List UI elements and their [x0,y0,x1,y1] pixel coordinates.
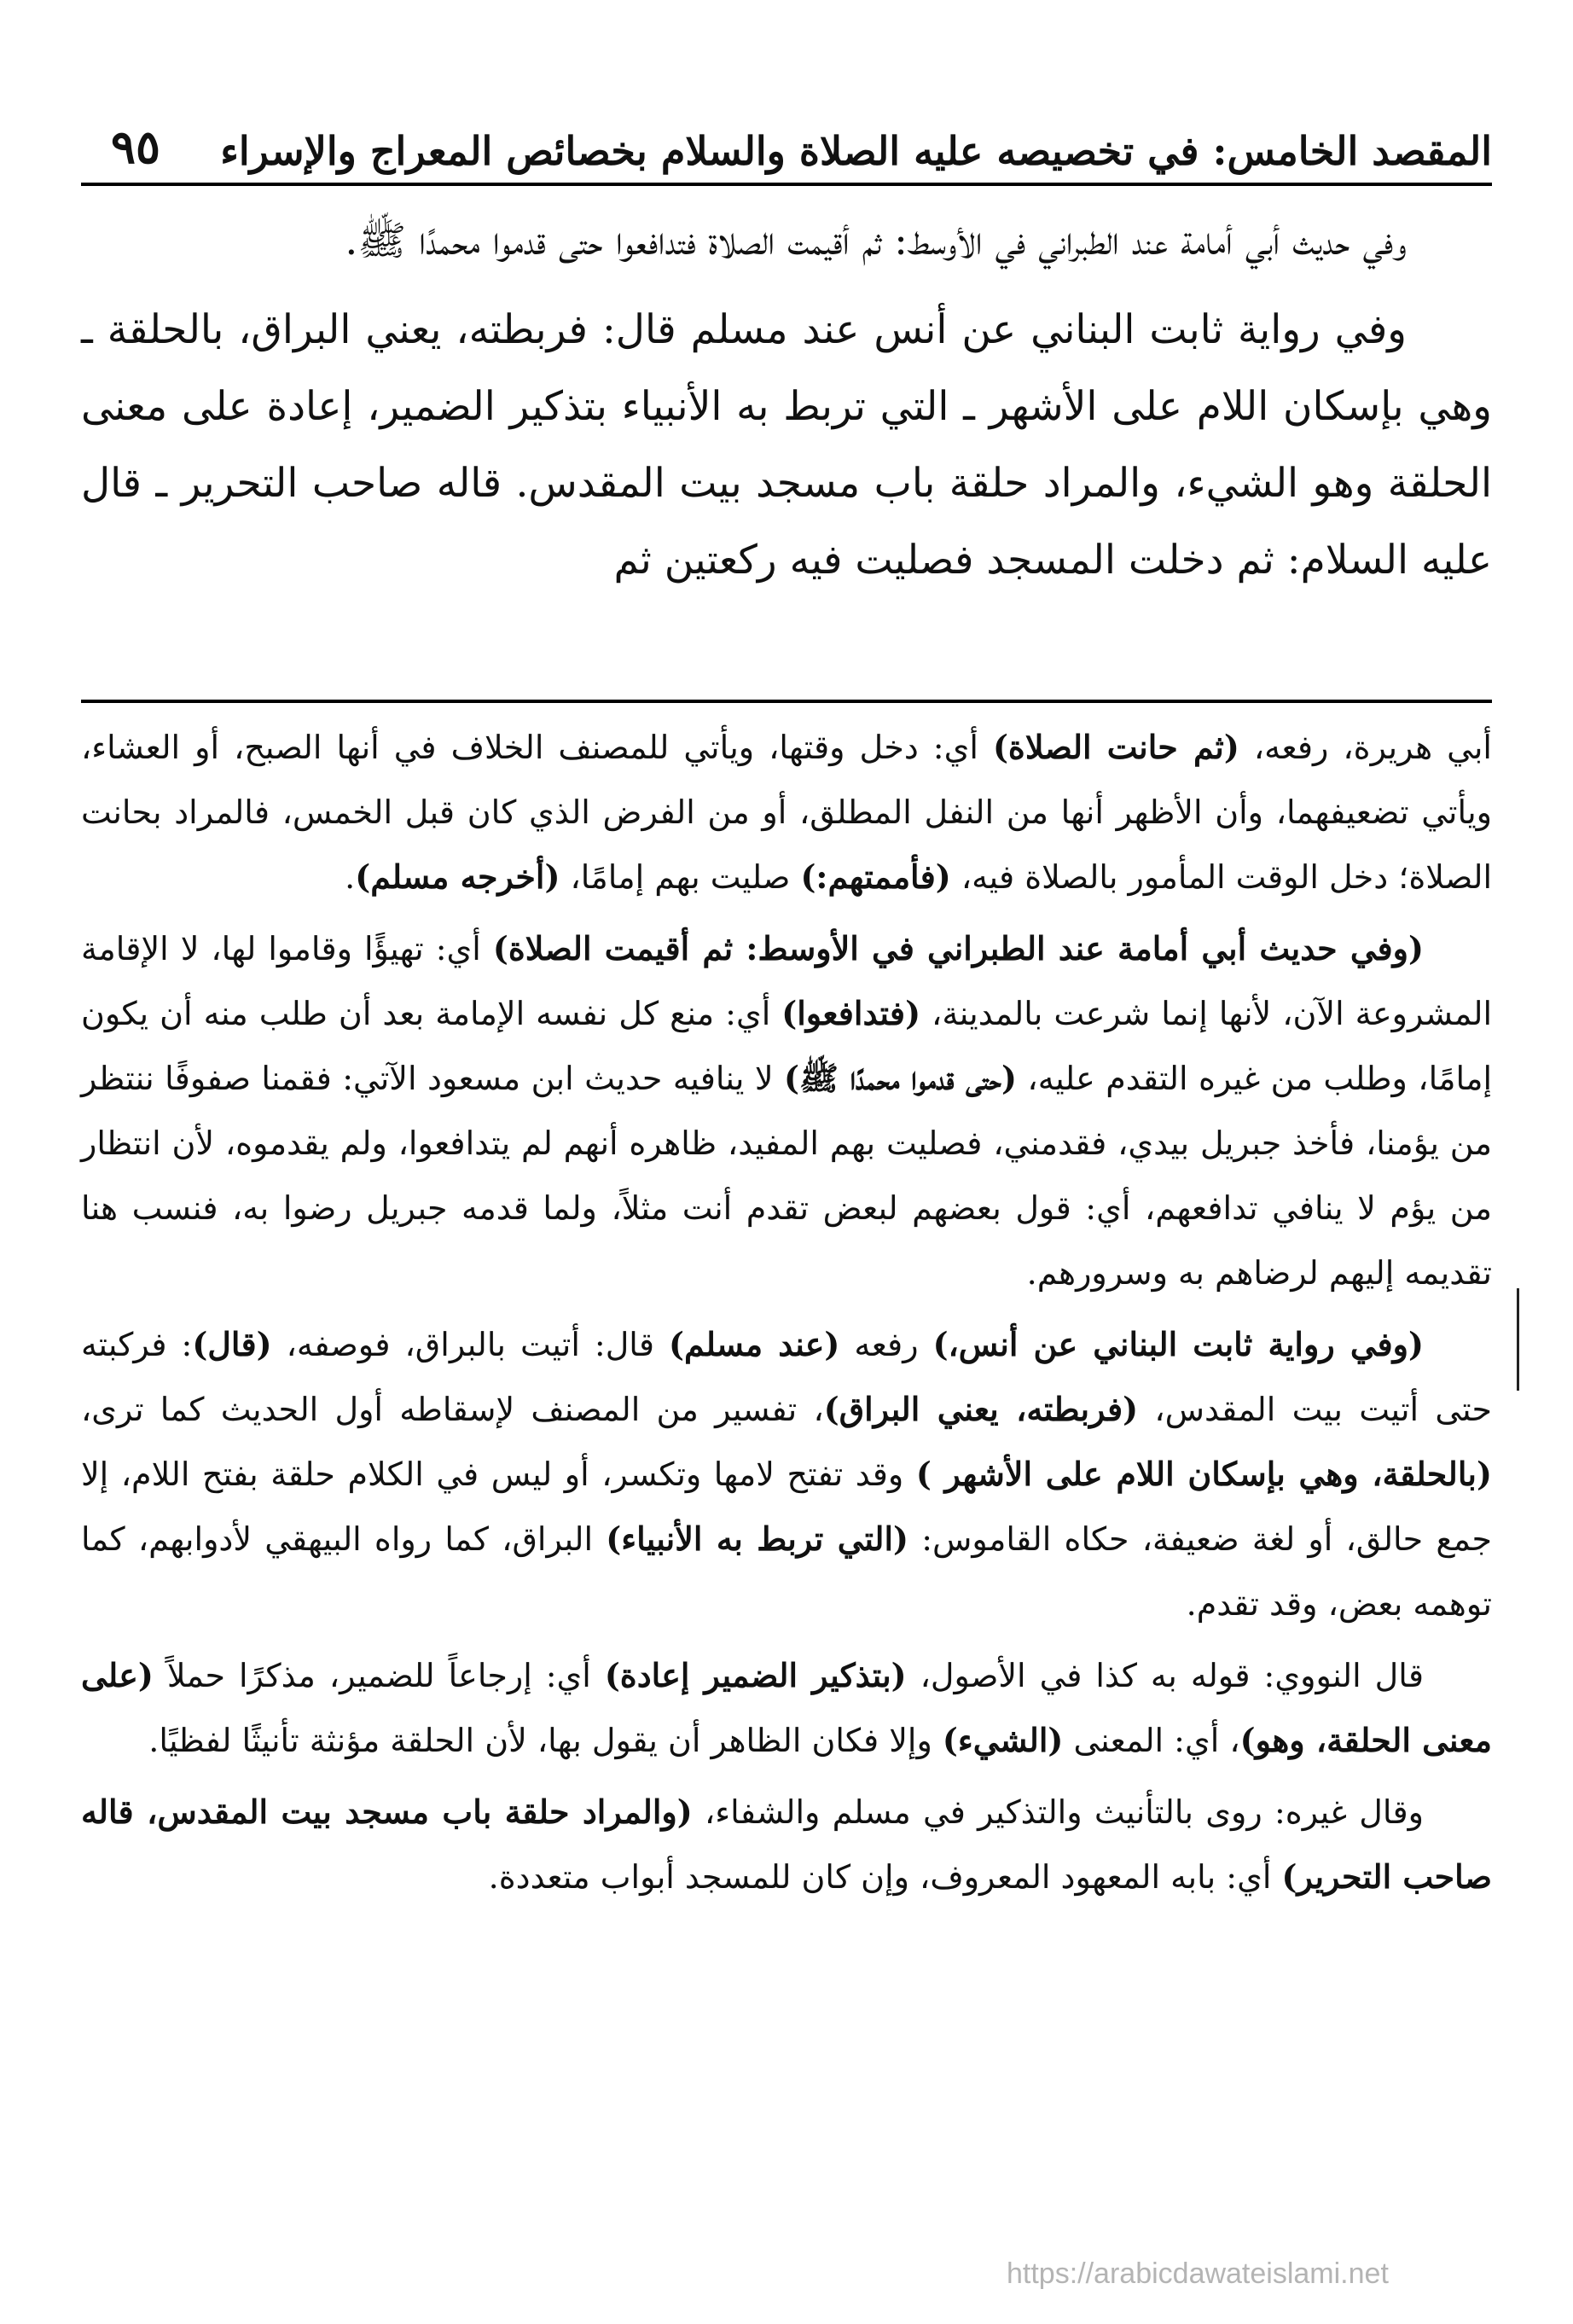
text-run: قال: أتيت بالبراق، فوصفه، [271,1326,670,1363]
text-run: أي: منع كل نفسه الإمامة بعد أن طلب منه أن يكون إمامًا، وطلب من غيره التقدم عليه، [81,995,1492,1097]
main-paragraph-1: وفي حديث أبي أمامة عند الطبراني في الأوسط: ثم أقيمت الصلاة فتدافعوا حتى قدموا محمدًا ﷺ. [345,218,1407,264]
main-text [81,203,1492,611]
quoted-phrase: (بتذكير الضمير إعادة) [604,1656,907,1694]
commentary-paragraph-4 [81,1643,1492,1773]
text-run: . [345,858,356,896]
text-run: لا ينافيه حديث ابن مسعود الآتي: فقمنا صفوفًا ننتظر من يؤمنا، فأخذ جبريل بيدي، فقدمني، فصليت بهم المفيد، ظاهره أنهم لم يتدافعوا، ولم يقدموه، لأن انتظار من يؤم لا ينافي تدافعهم، أي: قول بعضهم لبعض تقدم أنت مثلاً، ولما قدمه جبريل رضوا به، فنسب هنا تقديمه إليهم لرضاهم به وسرورهم. [81,1060,1492,1292]
quoted-phrase: (وفي حديث أبي أمامة عند الطبراني في الأوسط: ثم أقيمت الصلاة) [492,929,1424,967]
chapter-title: المقصد الخامس: في تخصيصه عليه الصلاة والسلام بخصائص المعراج والإسراء [220,128,1492,174]
text-run: : فركبته حتى أتيت بيت المقدس، [81,1326,1492,1428]
text-run: ، أي: المعنى [1063,1722,1240,1759]
text-run: أي: دخل وقتها، ويأتي للمصنف الخلاف في أنها الصبح، أو العشاء، ويأتي تضعيفهما، وأن الأظهر أنها من النفل المطلق، أو من الفرض الذي كان قبل الخمس، فالمراد بحانت الصلاة؛ دخل الوقت المأمور بالصلاة فيه، [81,729,1492,896]
quoted-phrase: (فتدافعوا) [781,994,921,1032]
commentary-paragraph-1 [81,715,1492,909]
commentary-paragraph-2 [81,916,1492,1305]
text-run: أبي هريرة، رفعه، [1239,729,1492,766]
running-header [111,119,1492,174]
quoted-phrase: (عند مسلم) [669,1325,840,1363]
text-run: قال النووي: قوله به كذا في الأصول، [906,1657,1424,1694]
quoted-phrase: (التي تربط به الأنبياء) [606,1519,908,1558]
header-rule [81,183,1492,186]
quoted-phrase: (الشيء) [942,1721,1064,1759]
quoted-phrase: (والمراد حلقة باب مسجد بيت المقدس، قاله صاحب التحرير) [81,1792,1492,1896]
text-run: ، تفسير من المصنف لإسقاطه أول الحديث كما ترى، [81,1391,824,1428]
main-paragraph-2: وفي رواية ثابت البناني عن أنس عند مسلم قال: فربطته، يعني البراق، بالحلقة ـ وهي بإسكان اللام على الأشهر ـ التي تربط به الأنبياء بتذكير الضمير، إعادة على معنى الحلقة وهو الشيء، والمراد حلقة باب مسجد بيت المقدس. قاله صاحب التحرير ـ قال عليه السلام: ثم دخلت المسجد فصليت فيه ركعتين ثم [81,306,1492,584]
quoted-phrase: (على معنى الحلقة، وهو) [81,1656,1492,1759]
commentary-separator [81,700,1492,703]
quoted-phrase: (فأممتهم:) [800,857,951,896]
commentary-paragraph-5 [81,1780,1492,1909]
text-run: أي: بابه المعهود المعروف، وإن كان للمسجد أبواب متعددة. [488,1858,1282,1896]
quoted-phrase: (فربطته، يعني البراق) [823,1390,1139,1428]
text-run: وإلا فكان الظاهر أن يقول بها، لأن الحلقة مؤنثة تأنيثًا لفظيًا. [148,1722,943,1759]
text-run: وقال غيره: روى بالتأنيث والتذكير في مسلم والشفاء، [692,1793,1425,1831]
page-number: ٩٥ [111,119,161,174]
quoted-phrase: (قال) [192,1325,272,1363]
quoted-phrase: (أخرجه مسلم) [355,857,560,896]
quoted-phrase: (ثم حانت الصلاة) [992,728,1239,766]
text-run: وقد تفتح لامها وتكسر، أو ليس في الكلام حلقة بفتح اللام، إلا جمع حالق، أو لغة ضعيفة، حكاه القاموس: [81,1455,1493,1558]
quoted-phrase: (بالحلقة، وهي بإسكان اللام على الأشهر ) [915,1455,1492,1493]
commentary [81,715,1492,1916]
text-run: أي: تهيؤًا وقاموا لها، لا الإقامة المشروعة الآن، لأنها إنما شرعت بالمدينة، [81,930,1492,1032]
quoted-phrase: (حتى قدموا محمدًا ﷺ) [784,1059,1017,1097]
margin-mark [1517,1288,1519,1391]
quoted-phrase: (وفي رواية ثابت البناني عن أنس،) [932,1325,1424,1363]
text-run: البراق، كما رواه البيهقي لأدوابهم، كما توهمه بعض، وقد تقدم. [81,1520,1492,1623]
text-run: صليت بهم إمامًا، [560,858,801,896]
commentary-paragraph-3 [81,1312,1492,1636]
text-run: أي: إرجاعاً للضمير، مذكرًا حملاً [153,1657,605,1694]
source-watermark: https://arabicdawateislami.net [1007,2257,1389,2290]
text-run: رفعه [839,1326,933,1363]
